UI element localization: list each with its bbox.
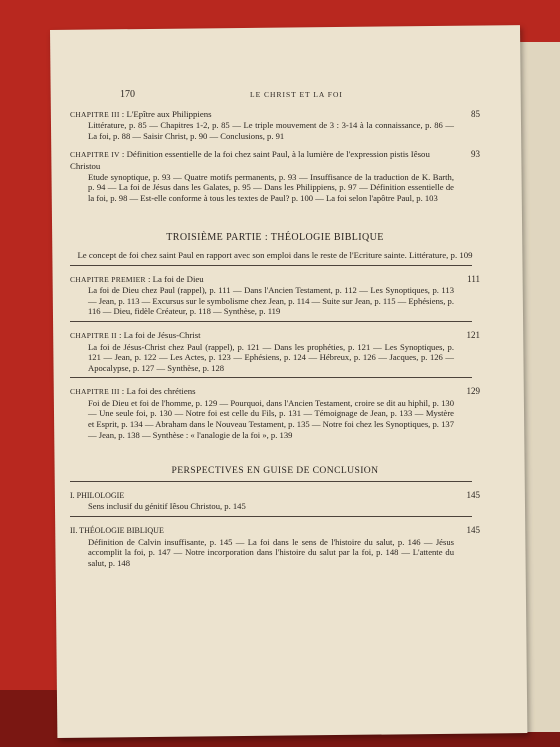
chapter-title: : La foi des chrétiens [121, 386, 196, 397]
chapter-summary: La foi de Dieu chez Paul (rappel), p. 111 — Dans l'Ancien Testament, p. 112 — Les Synoptiques, p. 113 — Jean, p. 113 — Excursus sur le symbolisme chez Jean, p. 114 — Suite sur Jean, p. 115 — Ephésiens, p. 116 — Dieu, fidèle Créateur, p. 118 — Synthèse, p. 119 [88, 285, 454, 317]
page-ref: 145 [466, 525, 480, 536]
page-ref: 145 [466, 489, 480, 500]
page-ref: 85 [471, 108, 480, 119]
page-content [70, 90, 480, 568]
chapter-title: : L'Epître aux Philippiens [121, 108, 212, 119]
chapter-label: CHAPITRE III [70, 387, 120, 397]
chapter-label: CHAPITRE IV [70, 150, 120, 160]
chapter-summary: Littérature, p. 85 — Chapitres 1-2, p. 85 — Le triple mouvement de 3 : 3-14 à la connaissance, p. 86 — La foi, p. 88 — Saisir Christ, p. 90 — Conclusions, p. 91 [88, 120, 454, 141]
page-header [70, 90, 480, 101]
divider [70, 265, 472, 266]
section-summary: Sens inclusif du génitif Iêsou Christou, p. 145 [88, 501, 246, 512]
running-title: LE CHRIST ET LA FOI [250, 90, 343, 99]
page-ref: 111 [467, 273, 480, 284]
divider [70, 321, 472, 322]
part-intro: Le concept de foi chez saint Paul en rapport avec son emploi dans le reste de l'Ecriture sainte. Littérature, p. 109 [77, 249, 473, 260]
page-number: 170 [120, 89, 135, 100]
chapter-label: CHAPITRE III [70, 109, 120, 119]
section-title: PERSPECTIVES EN GUISE DE CONCLUSION [171, 465, 379, 477]
toc-entry-philologie [70, 490, 480, 512]
toc-entry-foi-de-dieu [70, 274, 480, 317]
chapter-summary: La foi de Jésus-Christ chez Paul (rappel), p. 121 — Dans les prophéties, p. 121 — Les Synoptiques, p. 121 — Jean, p. 122 — Les Actes, p. 123 — Ephésiens, p. 124 — Hébreux, p. 126 — Jacques, p. 126 — Apocalypse, p. 127 — Synthèse, p. 128 [88, 341, 454, 373]
chapter-summary: Foi de Dieu et foi de l'homme, p. 129 — Pourquoi, dans l'Ancien Testament, croire se dit au hiphil, p. 130 — Une seule foi, p. 130 — Notre foi est celle du Fils, p. 131 — Témoignage de Jean, p. 133 — Mystère et Esprit, p. 134 — Abraham dans le Nouveau Testament, p. 135 — Notre foi chez les Synoptiques, p. 137 — Jean, p. 138 — Synthèse : « l'analogie de la foi », p. 139 [88, 397, 454, 440]
toc-entry-foi-de-jesus [70, 330, 480, 373]
section-summary: Définition de Calvin insuffisante, p. 145 — La foi dans le sens de l'histoire du salut, p. 146 — Jésus accomplit la foi, p. 147 — Notre incorporation dans l'histoire du salut par la foi, p. 148 — L'attente du salut, p. 148 [88, 536, 454, 568]
page-ref: 121 [466, 329, 480, 340]
chapter-label: CHAPITRE II [70, 330, 117, 340]
divider [70, 481, 472, 482]
page-ref: 129 [466, 386, 480, 397]
chapter-title: : La foi de Jésus-Christ [119, 329, 201, 340]
chapter-title: : Définition essentielle de la foi chez saint Paul, à la lumière de l'expression pistis Iêsou Christou [70, 149, 430, 171]
section-label: I. PHILOLOGIE [70, 490, 125, 500]
divider [70, 516, 472, 517]
page-ref: 93 [471, 149, 480, 160]
divider [70, 377, 472, 378]
toc-entry-ch3-philippiens [70, 109, 480, 142]
toc-entry-ch4-definition [70, 149, 480, 203]
chapter-label: CHAPITRE PREMIER [70, 274, 146, 284]
chapter-summary: Etude synoptique, p. 93 — Quatre motifs permanents, p. 93 — Insuffisance de la traduction de K. Barth, p. 94 — La foi de Jésus dans les Galates, p. 95 — Dans les Philippiens, p. 97 — Définition essentielle de la foi, p. 98 — Est-elle conforme à tous les textes de Paul? p. 100 — La foi selon l'apôtre Paul, p. 103 [88, 171, 454, 203]
section-label: II. THÉOLOGIE BIBLIQUE [70, 526, 164, 536]
chapter-title: : La foi de Dieu [148, 273, 204, 284]
part-title: TROISIÈME PARTIE : THÉOLOGIE BIBLIQUE [166, 232, 384, 244]
toc-entry-theologie-biblique [70, 525, 480, 568]
toc-entry-foi-des-chretiens [70, 386, 480, 440]
